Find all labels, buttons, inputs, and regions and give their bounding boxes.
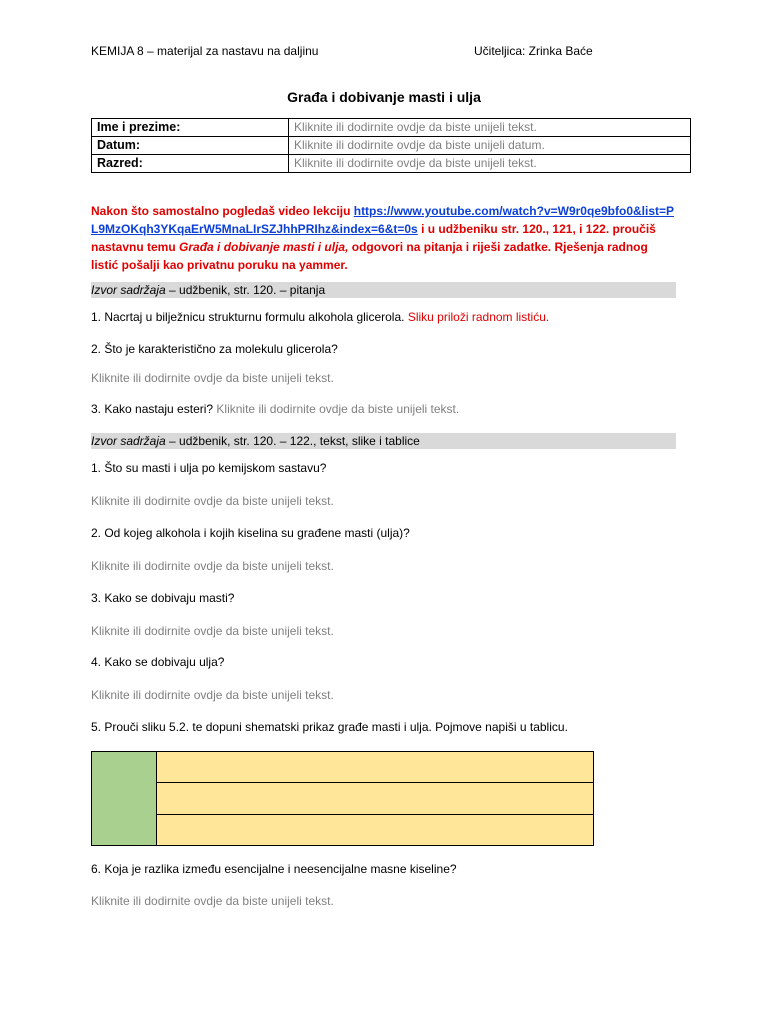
question-note: Sliku priloži radnom listiću. <box>407 310 550 324</box>
header-teacher: Učiteljica: Zrinka Baće <box>474 44 593 58</box>
question-s2-4: 4. Kako se dobivaju ulja? <box>91 655 225 669</box>
question-s2-6: 6. Koja je razlika između esencijalne i neesencijalne masne kiseline? <box>91 862 457 876</box>
source-text: – udžbenik, str. 120. – pitanja <box>165 283 326 297</box>
answer-field[interactable]: Kliknite ili dodirnite ovdje da biste unijeli tekst. <box>91 624 334 638</box>
class-label: Razred: <box>92 155 289 173</box>
date-field[interactable]: Kliknite ili dodirnite ovdje da biste unijeli datum. <box>289 137 691 155</box>
student-info-table <box>91 118 691 173</box>
intro-text: i u udžbeniku str. 120., 121, i 122. proučiš nastavnu temu <box>91 222 656 254</box>
instructions-paragraph <box>91 202 675 274</box>
question-s2-3: 3. Kako se dobivaju masti? <box>91 591 235 605</box>
fat-structure-schema-table <box>91 751 594 846</box>
topic-name: Građa i dobivanje masti i ulja, <box>179 240 349 254</box>
schema-main-cell[interactable] <box>92 752 157 846</box>
question-2: 2. Što je karakteristično za molekulu glicerola? <box>91 342 338 356</box>
answer-field[interactable]: Kliknite ili dodirnite ovdje da biste unijeli tekst. <box>216 402 460 416</box>
intro-text: Nakon što samostalno pogledaš video lekciju <box>91 204 354 218</box>
schema-part-cell[interactable] <box>157 783 594 814</box>
source-label: Izvor sadržaja <box>91 434 166 448</box>
schema-part-cell[interactable] <box>157 752 594 783</box>
class-field[interactable]: Kliknite ili dodirnite ovdje da biste unijeli tekst. <box>289 155 691 173</box>
section-source-bar <box>91 282 676 298</box>
answer-field[interactable]: Kliknite ili dodirnite ovdje da biste unijeli tekst. <box>91 894 334 908</box>
header-subject: KEMIJA 8 – materijal za nastavu na daljinu <box>91 44 319 58</box>
table-row <box>92 783 594 814</box>
answer-field[interactable]: Kliknite ili dodirnite ovdje da biste unijeli tekst. <box>91 371 334 385</box>
video-lesson-link[interactable]: https://www.youtube.com/watch?v=W9r0qe9bfo0&list=PL9MzOKqh3YKqaErW5MnaLIrSZJhhPRIhz&index=6&t=0s <box>91 204 675 236</box>
question-text: 1. Nacrtaj u bilježnicu strukturnu formulu alkohola glicerola. <box>91 310 405 324</box>
question-3 <box>91 402 459 416</box>
question-s2-5: 5. Prouči sliku 5.2. te dopuni shematski prikaz građe masti i ulja. Pojmove napiši u tablicu. <box>91 720 568 734</box>
question-1 <box>91 310 549 324</box>
date-label: Datum: <box>92 137 289 155</box>
name-field[interactable]: Kliknite ili dodirnite ovdje da biste unijeli tekst. <box>289 119 691 137</box>
question-text: 3. Kako nastaju esteri? <box>91 402 214 416</box>
question-s2-2: 2. Od kojeg alkohola i kojih kiselina su građene masti (ulja)? <box>91 526 410 540</box>
source-label: Izvor sadržaja <box>91 283 166 297</box>
answer-field[interactable]: Kliknite ili dodirnite ovdje da biste unijeli tekst. <box>91 559 334 573</box>
table-row <box>92 155 691 173</box>
name-label: Ime i prezime: <box>92 119 289 137</box>
intro-text: odgovori na pitanja i riješi zadatke. Rješenja radnog listić pošalji kao privatnu poruku na yammer. <box>91 240 648 272</box>
page-title: Građa i dobivanje masti i ulja <box>287 89 481 105</box>
table-row <box>92 814 594 845</box>
table-row <box>92 119 691 137</box>
table-row <box>92 137 691 155</box>
answer-field[interactable]: Kliknite ili dodirnite ovdje da biste unijeli tekst. <box>91 494 334 508</box>
schema-part-cell[interactable] <box>157 814 594 845</box>
question-s2-1: 1. Što su masti i ulja po kemijskom sastavu? <box>91 461 327 475</box>
source-text: – udžbenik, str. 120. – 122., tekst, slike i tablice <box>165 434 420 448</box>
section-source-bar <box>91 433 676 449</box>
table-row <box>92 752 594 783</box>
answer-field[interactable]: Kliknite ili dodirnite ovdje da biste unijeli tekst. <box>91 688 334 702</box>
